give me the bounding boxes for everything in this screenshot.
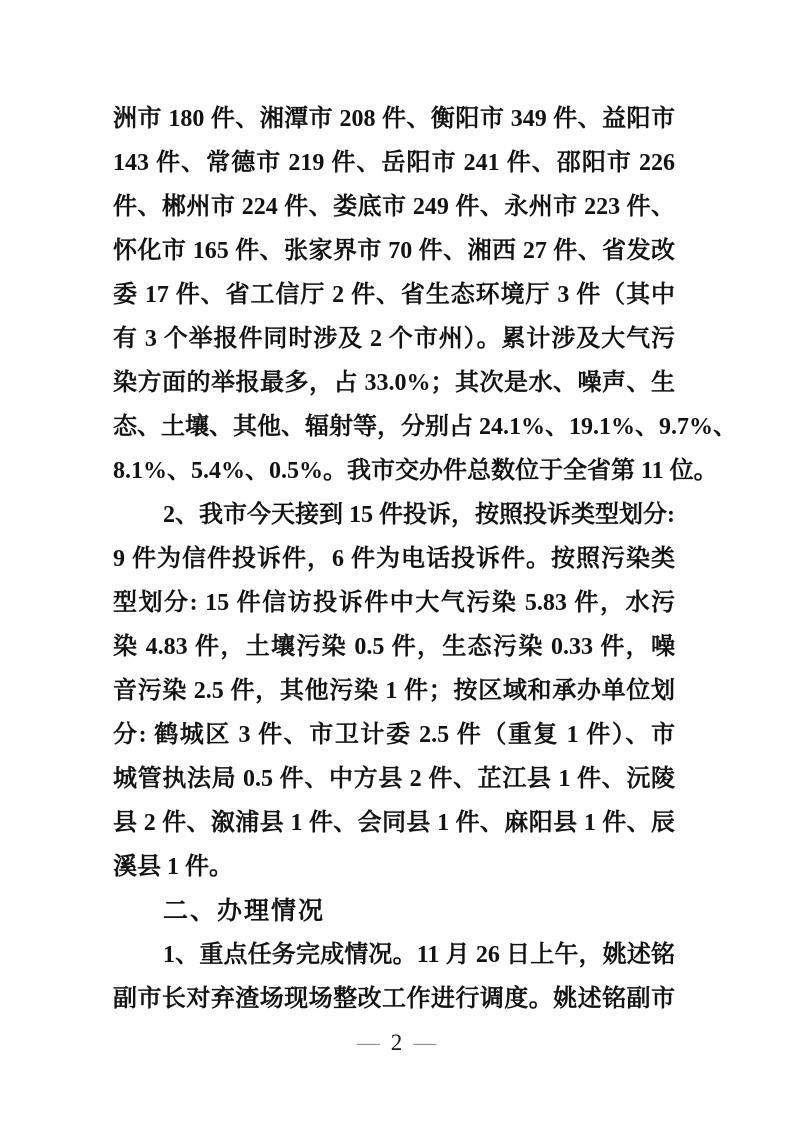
text-line: 染方面的举报最多，占 33.0%；其次是水、噪声、生: [113, 370, 675, 396]
text-line: 县 2 件、溆浦县 1 件、会同县 1 件、麻阳县 1 件、辰: [113, 810, 675, 836]
text-line: 城管执法局 0.5 件、中方县 2 件、芷江县 1 件、沅陵: [113, 766, 675, 792]
text-line: 怀化市 165 件、张家界市 70 件、湘西 27 件、省发改: [113, 238, 675, 264]
footer-dash-left: —: [356, 1030, 380, 1055]
text-line: 染 4.83 件，土壤污染 0.5 件，生态污染 0.33 件，噪: [113, 634, 675, 660]
text-line: 型划分: 15 件信访投诉件中大气污染 5.83 件，水污: [113, 590, 675, 616]
footer-dash-right: —: [413, 1030, 437, 1055]
text-line: 有 3 个举报件同时涉及 2 个市州）。累计涉及大气污: [113, 326, 675, 352]
text-line: 143 件、常德市 219 件、岳阳市 241 件、邵阳市 226: [113, 150, 675, 176]
text-line: 洲市 180 件、湘潭市 208 件、衡阳市 349 件、益阳市: [113, 106, 675, 132]
text-line: 1、重点任务完成情况。11 月 26 日上午，姚述铭: [163, 942, 675, 968]
text-line: 件、郴州市 224 件、娄底市 249 件、永州市 223 件、: [113, 194, 675, 220]
text-line: 副市长对弃渣场现场整改工作进行调度。姚述铭副市: [113, 986, 675, 1012]
document-body: [113, 97, 737, 1021]
text-line: 分: 鹤城区 3 件、市卫计委 2.5 件（重复 1 件）、市: [113, 722, 675, 748]
text-line: 9 件为信件投诉件，6 件为电话投诉件。按照污染类: [113, 546, 675, 572]
text-line: 2、我市今天接到 15 件投诉，按照投诉类型划分:: [163, 502, 675, 528]
text-line: 音污染 2.5 件，其他污染 1 件；按区域和承办单位划: [113, 678, 675, 704]
text-line: 委 17 件、省工信厅 2 件、省生态环境厅 3 件（其中: [113, 282, 675, 308]
section-heading: 二、办理情况: [163, 897, 326, 925]
text-line: 溪县 1 件。: [113, 854, 233, 880]
text-line: 8.1%、5.4%、0.5%。我市交办件总数位于全省第 11 位。: [113, 458, 718, 484]
page-footer: [0, 1028, 793, 1058]
page-number: 2: [390, 1030, 403, 1055]
text-line: 态、土壤、其他、辐射等，分别占 24.1%、19.1%、9.7%、: [113, 414, 737, 440]
